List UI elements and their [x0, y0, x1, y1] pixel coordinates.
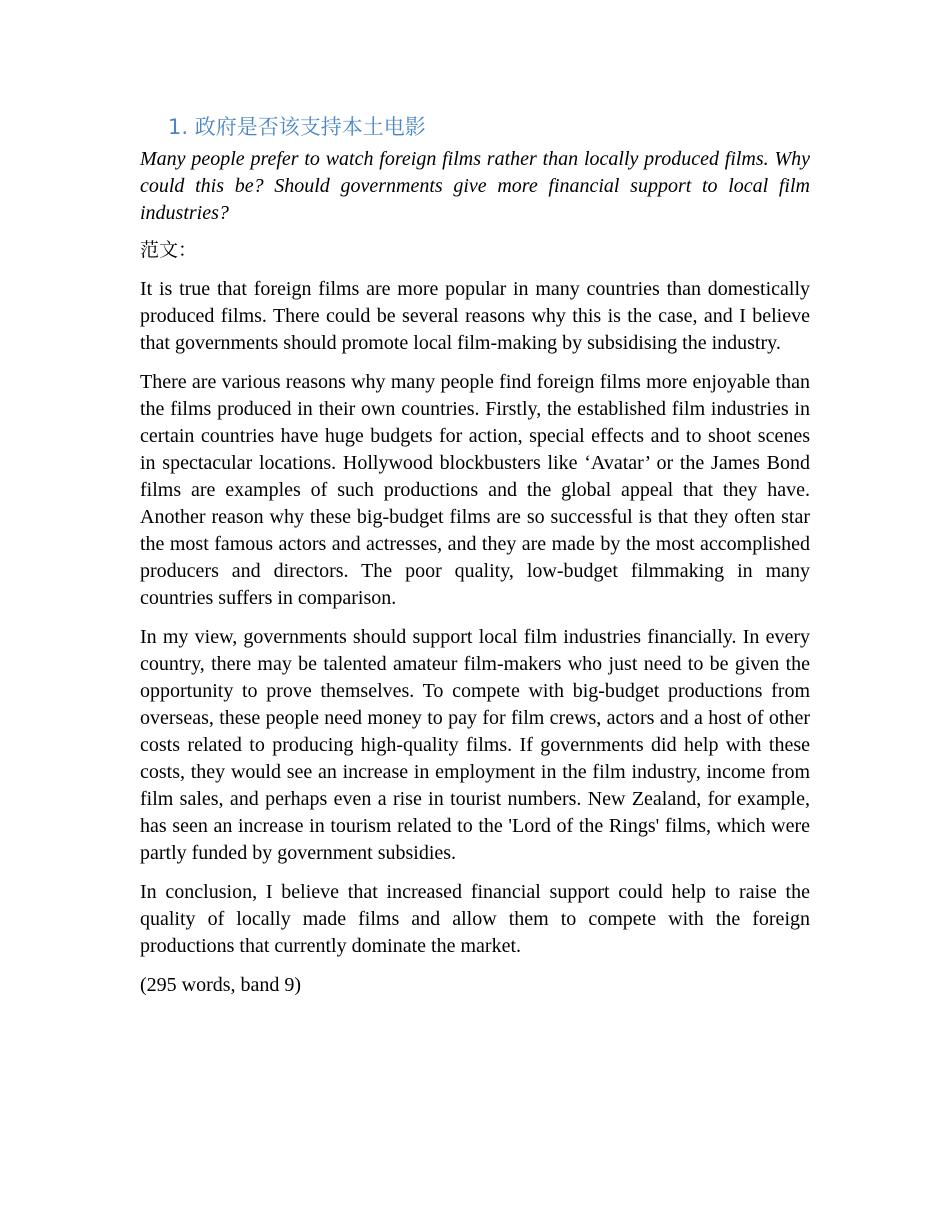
- section-heading: 1. 政府是否该支持本土电影: [168, 115, 426, 139]
- essay-paragraph-intro: It is true that foreign films are more popular in many countries than domestically produced films. There could be several reasons why this is the case, and I believe that governments should promote local film-making by subsidising the industry.: [140, 278, 810, 354]
- essay-paragraph-conclusion: In conclusion, I believe that increased financial support could help to raise the quality of locally made films and allow them to compete with the foreign productions that currently dominate the market.: [140, 881, 810, 957]
- document-page: [140, 112, 810, 999]
- essay-paragraph-reasons: There are various reasons why many people find foreign films more enjoyable than the films produced in their own countries. Firstly, the established film industries in certain countries have huge budgets for action, special effects and to shoot scenes in spectacular locations. Hollywood blockbusters like ‘Avatar’ or the James Bond films are examples of such productions and the global appeal that they have. Another reason why these big-budget films are so successful is that they often star the most famous actors and actresses, and they are made by the most accomplished producers and directors. The poor quality, low-budget filmmaking in many countries suffers in comparison.: [140, 371, 810, 609]
- essay-paragraph-opinion: In my view, governments should support local film industries financially. In every country, there may be talented amateur film-makers who just need to be given the opportunity to prove themselves. To compete with big-budget productions from overseas, these people need money to pay for film crews, actors and a host of other costs related to producing high-quality films. If governments did help with these costs, they would see an increase in employment in the film industry, income from film sales, and perhaps even a rise in tourist numbers. New Zealand, for example, has seen an increase in tourism related to the 'Lord of the Rings' films, which were partly funded by government subsidies.: [140, 626, 810, 864]
- essay-prompt: Many people prefer to watch foreign films rather than locally produced films. Why could this be? Should governments give more financial support to local film industries?: [140, 148, 810, 224]
- word-count-note: (295 words, band 9): [140, 974, 302, 996]
- model-essay-label: 范文：: [140, 239, 198, 261]
